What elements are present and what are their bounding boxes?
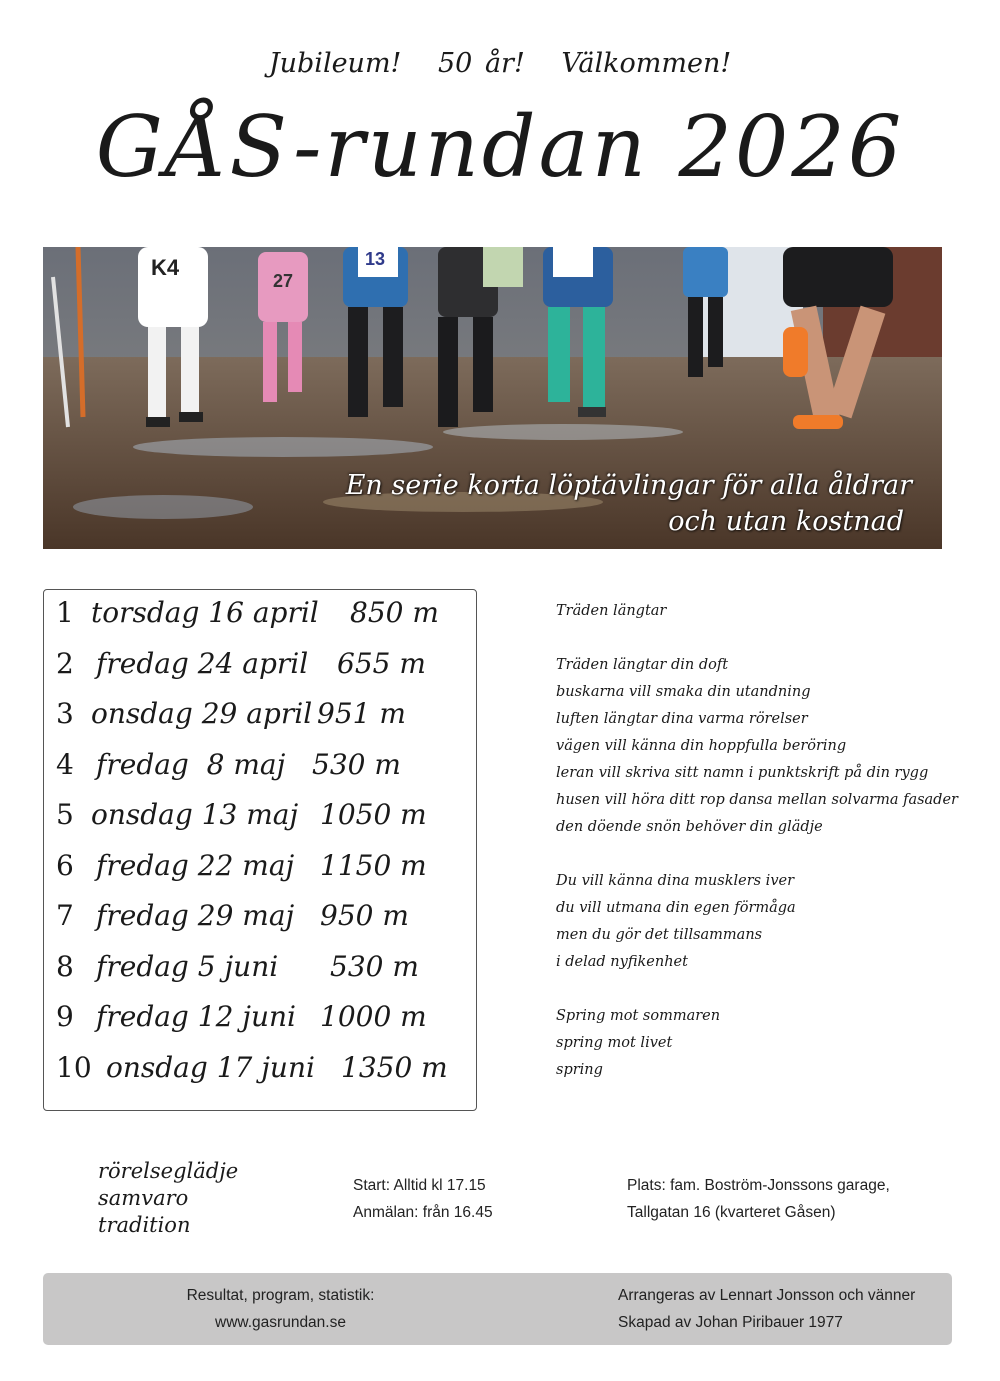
value-item: tradition bbox=[98, 1213, 191, 1237]
race-distance: 1050 m bbox=[320, 798, 427, 831]
bib-27: 27 bbox=[273, 271, 294, 291]
tagline bbox=[0, 48, 1000, 79]
runners-photo bbox=[43, 247, 942, 549]
poem-line: du vill utmana din egen förmåga bbox=[556, 900, 796, 916]
place-address: Tallgatan 16 (kvarteret Gåsen) bbox=[627, 1204, 836, 1221]
race-distance: 1350 m bbox=[341, 1051, 448, 1084]
race-date: fredag 22 maj bbox=[96, 849, 295, 882]
poem-line: spring bbox=[556, 1062, 603, 1078]
start-info bbox=[353, 1172, 493, 1226]
poem-line: i delad nyfikenhet bbox=[556, 954, 688, 970]
race-date: torsdag 16 april bbox=[91, 596, 319, 629]
poem-line: vägen vill känna din hoppfulla beröring bbox=[556, 738, 847, 754]
race-number: 6 bbox=[56, 849, 74, 882]
poem-line: den döende snön behöver din glädje bbox=[556, 819, 823, 835]
race-distance: 530 m bbox=[330, 950, 419, 983]
race-row bbox=[44, 647, 478, 697]
race-row bbox=[44, 596, 478, 646]
race-date: onsdag 29 april bbox=[91, 697, 313, 730]
race-row bbox=[44, 849, 478, 899]
race-row bbox=[44, 899, 478, 949]
race-row bbox=[44, 1051, 478, 1101]
photo-caption-line1: En serie korta löptävlingar för alla åldrar bbox=[345, 470, 912, 501]
poem-line: spring mot livet bbox=[556, 1035, 673, 1051]
race-number: 10 bbox=[56, 1051, 92, 1084]
website-link[interactable]: www.gasrundan.se bbox=[215, 1314, 346, 1331]
poem-line: leran vill skriva sitt namn i punktskrift på din rygg bbox=[556, 765, 929, 781]
poem-line: husen vill höra ditt rop dansa mellan solvarma fasader bbox=[556, 792, 958, 808]
race-row bbox=[44, 1000, 478, 1050]
place-name: Plats: fam. Boström-Jonssons garage, bbox=[627, 1177, 890, 1194]
tagline-jubilee: Jubileum! bbox=[268, 48, 402, 79]
footer-results-label: Resultat, program, statistik: bbox=[186, 1287, 375, 1304]
race-row bbox=[44, 950, 478, 1000]
poem-line: Du vill känna dina musklers iver bbox=[556, 873, 795, 889]
poem-line: luften längtar dina varma rörelser bbox=[556, 711, 808, 727]
race-date: fredag 12 juni bbox=[96, 1000, 296, 1033]
race-distance: 1000 m bbox=[320, 1000, 427, 1033]
race-number: 4 bbox=[56, 748, 74, 781]
values-list bbox=[98, 1158, 238, 1239]
race-date: fredag 8 maj bbox=[96, 748, 286, 781]
poem-line: men du gör det tillsammans bbox=[556, 927, 763, 943]
race-date: onsdag 17 juni bbox=[106, 1051, 315, 1084]
tagline-welcome: Välkommen! bbox=[561, 48, 732, 79]
poem-line: Träden längtar din doft bbox=[556, 657, 729, 673]
race-number: 8 bbox=[56, 950, 74, 983]
bib-k4: K4 bbox=[151, 255, 180, 280]
race-distance: 530 m bbox=[312, 748, 401, 781]
poem bbox=[556, 598, 976, 1084]
footer-bar bbox=[43, 1273, 952, 1345]
tagline-years: 50 år! bbox=[438, 48, 525, 79]
page-title: GÅS-rundan 2026 bbox=[95, 98, 905, 196]
race-distance: 850 m bbox=[350, 596, 439, 629]
photo-caption-line2: och utan kostnad bbox=[668, 506, 904, 537]
poem-line: buskarna vill smaka din utandning bbox=[556, 684, 811, 700]
race-number: 5 bbox=[56, 798, 74, 831]
poem-title: Träden längtar bbox=[556, 603, 667, 619]
race-distance: 951 m bbox=[317, 697, 406, 730]
race-date: fredag 29 maj bbox=[96, 899, 295, 932]
race-distance: 1150 m bbox=[320, 849, 427, 882]
race-distance: 655 m bbox=[337, 647, 426, 680]
race-row bbox=[44, 697, 478, 747]
value-item: rörelseglädje bbox=[98, 1159, 239, 1183]
race-date: fredag 24 april bbox=[96, 647, 309, 680]
race-row bbox=[44, 798, 478, 848]
race-distance: 950 m bbox=[320, 899, 409, 932]
race-number: 2 bbox=[56, 647, 74, 680]
footer-credits bbox=[618, 1282, 915, 1336]
runners-photo-illustration bbox=[43, 247, 942, 549]
poem-line: Spring mot sommaren bbox=[556, 1008, 721, 1024]
value-item: samvaro bbox=[98, 1186, 189, 1210]
race-row bbox=[44, 748, 478, 798]
race-date: onsdag 13 maj bbox=[91, 798, 299, 831]
race-date: fredag 5 juni bbox=[96, 950, 279, 983]
bib-13: 13 bbox=[365, 249, 386, 269]
footer-results bbox=[43, 1282, 518, 1336]
organizer-credit: Arrangeras av Lennart Jonsson och vänner bbox=[618, 1287, 916, 1304]
creator-credit: Skapad av Johan Piribauer 1977 bbox=[618, 1314, 843, 1331]
registration-time: Anmälan: från 16.45 bbox=[353, 1204, 493, 1221]
start-time: Start: Alltid kl 17.15 bbox=[353, 1177, 486, 1194]
race-number: 7 bbox=[56, 899, 74, 932]
race-number: 1 bbox=[56, 596, 74, 629]
race-schedule bbox=[43, 589, 477, 1111]
place-info bbox=[627, 1172, 890, 1226]
race-number: 3 bbox=[56, 697, 74, 730]
race-number: 9 bbox=[56, 1000, 74, 1033]
